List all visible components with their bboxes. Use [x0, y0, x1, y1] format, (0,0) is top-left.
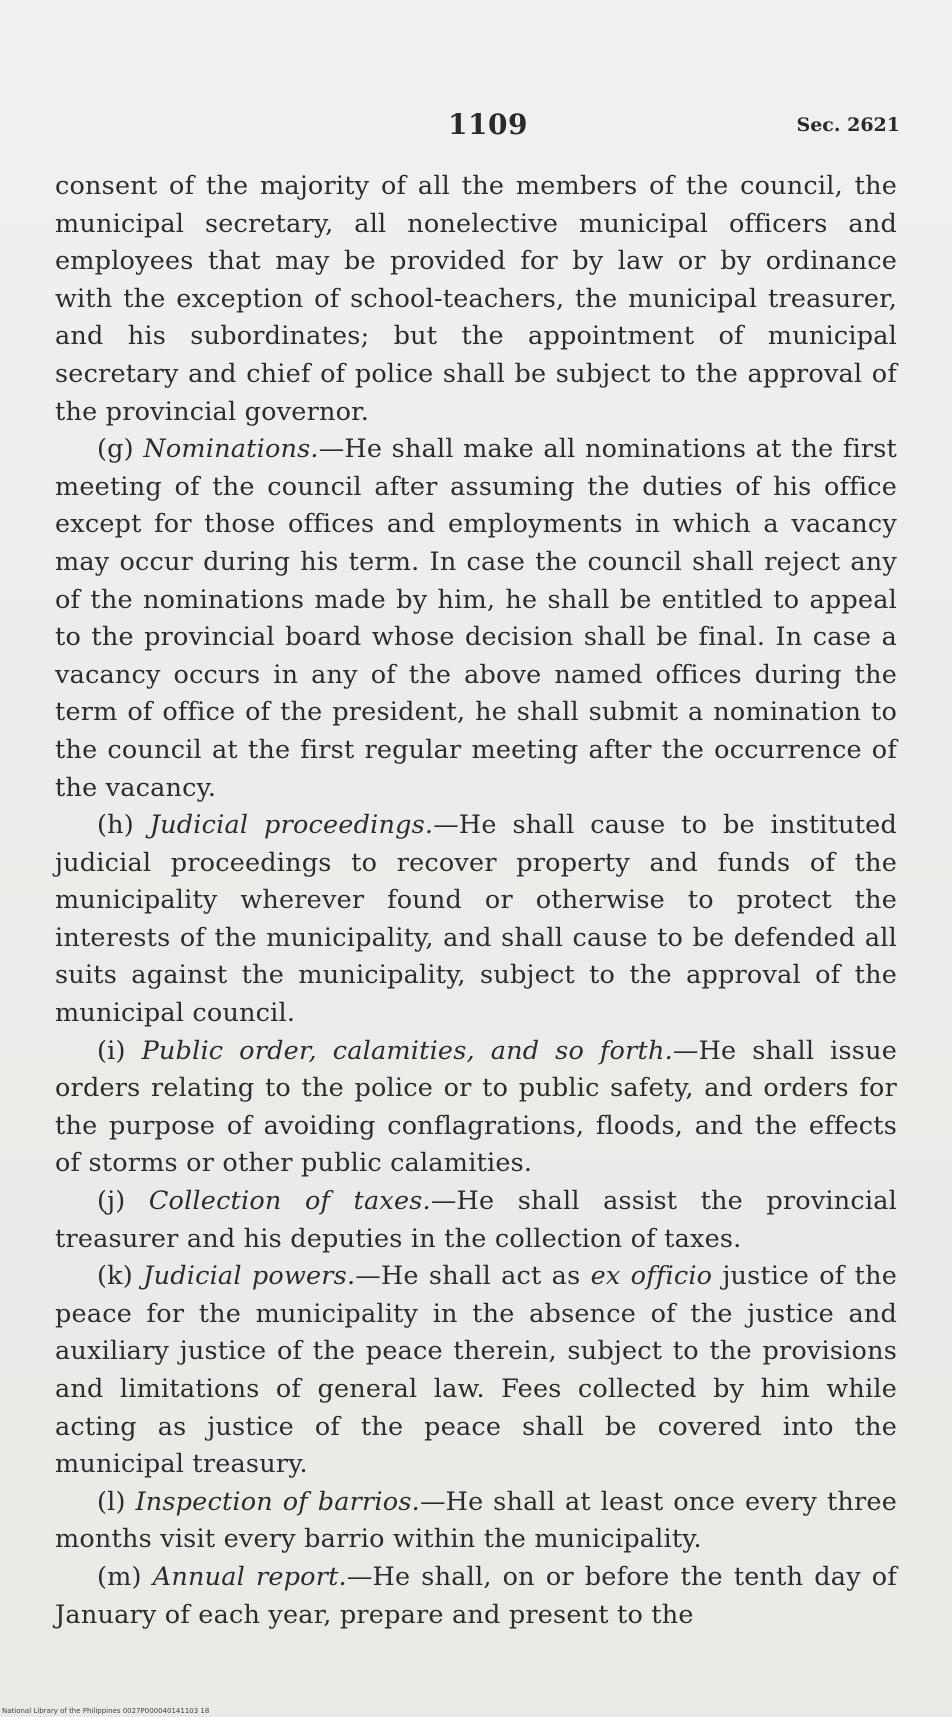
page-header	[0, 108, 952, 148]
paragraph-text: —He shall, on or before the tenth day of January of each year, prepare and present to the	[55, 1561, 897, 1630]
paragraph-heading: Judicial proceedings.	[149, 810, 434, 841]
paragraph-marker: (k)	[97, 1261, 133, 1292]
page-number: 1109	[448, 108, 528, 141]
paragraph-marker: (m)	[97, 1561, 142, 1592]
paragraph-text-lead: —He shall act as	[355, 1261, 591, 1292]
paragraph-heading: Annual report.	[152, 1561, 347, 1592]
paragraph-heading: Collection of taxes.	[148, 1186, 431, 1217]
paragraph-text: consent of the majority of all the members of the council, the municipal secretary, all nonelective municipal officers and employees that may be provided for by law or by ordinance with the exception of school-teachers, the municipal treasurer, and his subordinates; but the appointment of municipal secretary and chief of police shall be subject to the approval of the provincial governor.	[55, 171, 897, 427]
paragraph-g-nominations	[55, 431, 897, 807]
paragraph-marker: (i)	[97, 1035, 126, 1066]
paragraph-heading: Nominations.	[143, 434, 319, 465]
paragraph-text: justice of the peace for the municipality in the absence of the justice and auxiliary justice of the peace therein, subject to the provisions and limitations of general law. Fees collected by him while acting as justice of the peace shall be covered into the municipal treasury.	[55, 1261, 897, 1480]
paragraph-marker: (h)	[97, 810, 134, 841]
paragraph-marker: (g)	[97, 434, 134, 465]
paragraph-marker: (l)	[97, 1486, 126, 1517]
paragraph-text: —He shall make all nominations at the first meeting of the council after assuming the duties of his office except for those offices and employments in which a vacancy may occur during his term. In case the council shall reject any of the nominations made by him, he shall be entitled to appeal to the provincial board whose decision shall be final. In case a vacancy occurs in any of the above named offices during the term of office of the president, he shall submit a nomination to the council at the first regular meeting after the occurrence of the vacancy.	[55, 434, 897, 803]
body-text	[55, 168, 897, 1634]
paragraph-m-annual-report	[55, 1559, 897, 1634]
paragraph-j-collection-of-taxes	[55, 1183, 897, 1258]
paragraph-i-public-order	[55, 1033, 897, 1183]
paragraph-text: —He shall cause to be instituted judicial proceedings to recover property and funds of the municipality wherever found or otherwise to protect the interests of the municipality, and shall cause to be defended all suits against the municipality, subject to the approval of the municipal council.	[55, 810, 897, 1029]
latin-phrase: ex officio	[590, 1261, 713, 1292]
paragraph-l-inspection-of-barrios	[55, 1484, 897, 1559]
paragraph-heading: Inspection of barrios.	[135, 1486, 420, 1517]
paragraph-text: —He shall at least once every three months visit every barrio within the municipality.	[55, 1486, 898, 1555]
paragraph-text: —He shall issue orders relating to the police or to public safety, and orders for the purpose of avoiding conflagrations, floods, and the effects of storms or other public calamities.	[55, 1035, 898, 1179]
paragraph-h-judicial-proceedings	[55, 807, 897, 1033]
paragraph-text: —He shall assist the provincial treasurer and his deputies in the collection of taxes.	[55, 1186, 897, 1254]
paragraph-heading: Judicial powers.	[143, 1261, 356, 1292]
paragraph-heading: Public order, calamities, and so forth.	[141, 1035, 673, 1066]
scan-credit: National Library of the Philippines 0027P000040141103 18	[2, 1707, 210, 1715]
section-reference: Sec. 2621	[796, 114, 900, 136]
paragraph-k-judicial-powers	[55, 1258, 897, 1484]
paragraph-marker: (j)	[97, 1186, 126, 1217]
paragraph-continuation	[55, 168, 897, 431]
